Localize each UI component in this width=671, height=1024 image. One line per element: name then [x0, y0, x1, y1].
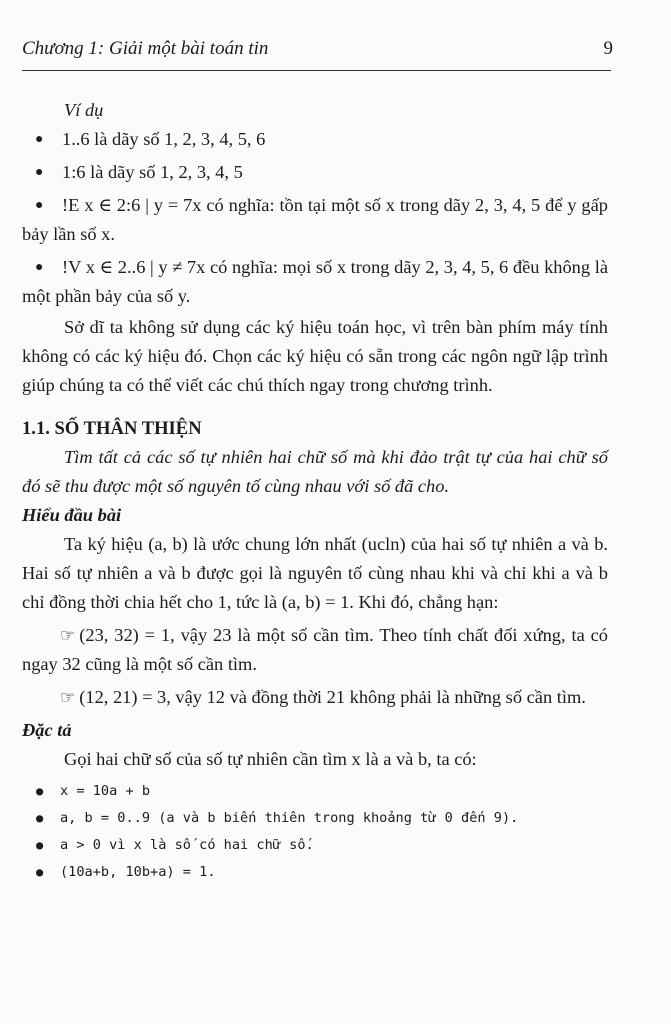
section-title: 1.1. SỐ THÂN THIỆN	[22, 418, 202, 439]
case-item: ☞ (12, 21) = 3, vậy 12 và đồng thời 21 không phải là những số cần tìm.	[22, 683, 608, 712]
bullet-icon: ●	[36, 838, 44, 852]
chapter-title: Chương 1: Giải một bài toán tin	[22, 38, 269, 59]
spec-list	[22, 778, 608, 886]
list-item: ● a > 0 vì x là số có hai chữ số.	[22, 832, 608, 859]
running-header	[22, 38, 611, 71]
case-item: ☞ (23, 32) = 1, vậy 23 là một số cần tìm. Theo tính chất đối xứng, ta có ngay 32 cũng là một số cần tìm.	[22, 621, 608, 679]
understand-paragraph: Ta ký hiệu (a, b) là ước chung lớn nhất (ucln) của hai số tự nhiên a và b. Hai số tự nhiên a và b được gọi là nguyên tố cùng nhau khi và chỉ khi a và b chỉ đồng thời chia hết cho 1, tức là (a, b) = 1. Khi đó, chẳng hạn:	[22, 534, 608, 612]
hand-pointer-icon: ☞	[60, 626, 76, 645]
list-item: ● x = 10a + b	[22, 778, 608, 805]
spec-intro: Gọi hai chữ số của số tự nhiên cần tìm x là a và b, ta có:	[64, 749, 477, 769]
page-number: 9	[603, 38, 613, 59]
list-item: ● 1:6 là dãy số 1, 2, 3, 4, 5	[22, 158, 608, 187]
bullet-icon: ●	[35, 132, 44, 147]
list-item: ● !E x ∈ 2:6 | y = 7x có nghĩa: tồn tại một số x trong dãy 2, 3, 4, 5 để y gấp bảy lần số x.	[22, 191, 608, 249]
examples-list	[22, 125, 608, 187]
spec-heading: Đặc tả	[22, 720, 72, 740]
examples-list-wrapped	[22, 191, 608, 311]
examples-label: Ví dụ	[64, 100, 104, 120]
page-content	[22, 96, 608, 886]
list-item: ● a, b = 0..9 (a và b biến thiên trong khoảng từ 0 đến 9).	[22, 805, 608, 832]
bullet-icon: ●	[35, 198, 44, 213]
bullet-icon: ●	[35, 260, 44, 275]
hand-pointer-icon: ☞	[60, 688, 76, 707]
intro-paragraph: Sở dĩ ta không sử dụng các ký hiệu toán học, vì trên bàn phím máy tính không có các ký hiệu đó. Chọn các ký hiệu có sẵn trong các ngôn ngữ lập trình giúp chúng ta có thể viết các chú thích ngay trong chương trình.	[22, 317, 608, 395]
list-item: ● 1..6 là dãy số 1, 2, 3, 4, 5, 6	[22, 125, 608, 154]
bullet-icon: ●	[36, 811, 44, 825]
bullet-icon: ●	[36, 865, 44, 879]
bullet-icon: ●	[35, 165, 44, 180]
list-item: ● !V x ∈ 2..6 | y ≠ 7x có nghĩa: mọi số x trong dãy 2, 3, 4, 5, 6 đều không là một phần bảy của số y.	[22, 253, 608, 311]
bullet-icon: ●	[36, 784, 44, 798]
understand-heading: Hiểu đầu bài	[22, 505, 122, 525]
list-item: ● (10a+b, 10b+a) = 1.	[22, 859, 608, 886]
problem-statement: Tìm tất cả các số tự nhiên hai chữ số mà khi đảo trật tự của hai chữ số đó sẽ thu được một số nguyên tố cùng nhau với số đã cho.	[22, 447, 608, 496]
